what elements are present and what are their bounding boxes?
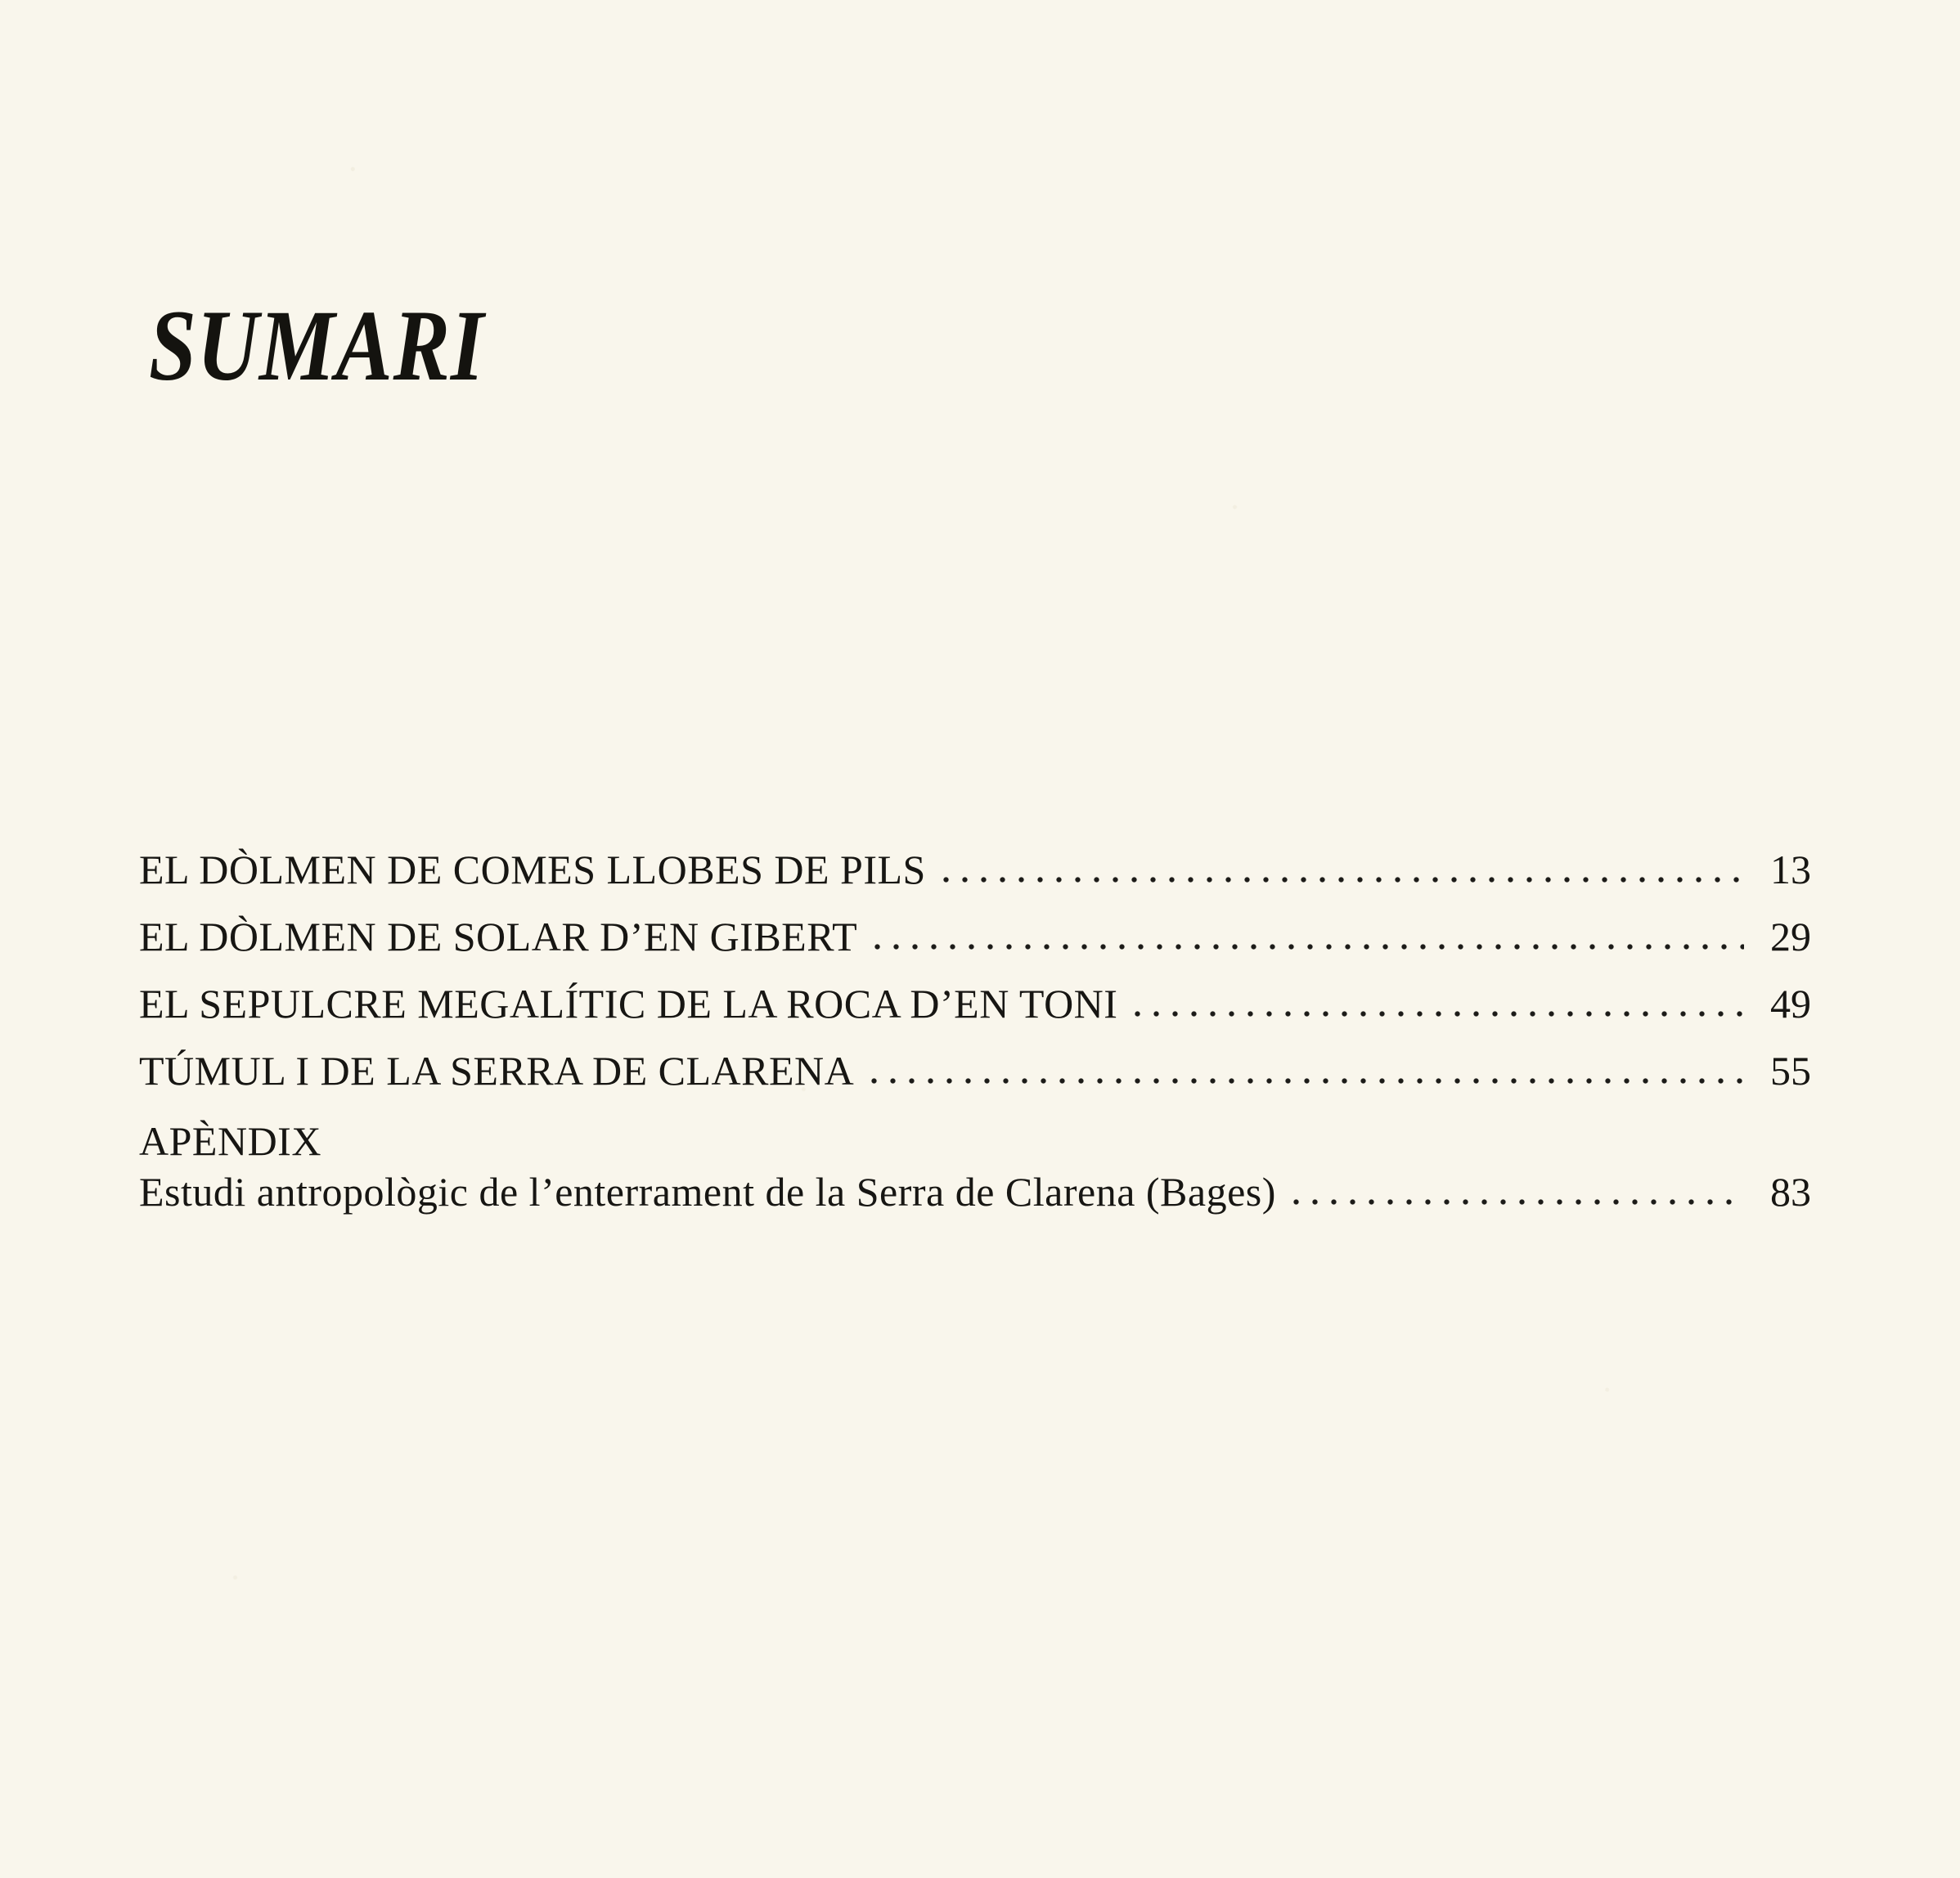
dot-leader <box>1292 1198 1744 1206</box>
toc-entry-sublabel: Estudi antropològic de l’enterrament de la Serra de Clarena (Bages) <box>139 1169 1276 1215</box>
dot-leader <box>870 1077 1744 1085</box>
page-title: SUMARI <box>149 290 485 402</box>
toc-page-number: 13 <box>1770 847 1811 892</box>
toc-entry <box>139 836 1811 903</box>
toc-entry <box>139 903 1811 970</box>
toc-entry-label: EL SEPULCRE MEGALÍTIC DE LA ROCA D’EN TONI <box>139 981 1118 1027</box>
dot-leader <box>1134 1010 1744 1018</box>
toc-entry <box>139 1037 1811 1104</box>
toc-entry <box>139 1116 1811 1166</box>
toc-page-number: 55 <box>1770 1048 1811 1094</box>
toc-entry-label: APÈNDIX <box>139 1118 321 1164</box>
toc-entry <box>139 970 1811 1037</box>
toc-entry-label: EL DÒLMEN DE COMES LLOBES DE PILS <box>139 847 926 892</box>
toc-page-number: 29 <box>1770 914 1811 959</box>
toc-entry-label: TÚMUL I DE LA SERRA DE CLARENA <box>139 1048 855 1094</box>
toc-page-number: 83 <box>1770 1169 1811 1215</box>
toc-entry-subtitle-row <box>139 1166 1811 1217</box>
toc-entry-label: EL DÒLMEN DE SOLAR D’EN GIBERT <box>139 914 858 959</box>
toc-page-number: 49 <box>1770 981 1811 1027</box>
toc-entry-appendix <box>139 1116 1811 1217</box>
table-of-contents <box>139 836 1811 1217</box>
dot-leader <box>874 943 1744 950</box>
dot-leader <box>942 876 1744 883</box>
